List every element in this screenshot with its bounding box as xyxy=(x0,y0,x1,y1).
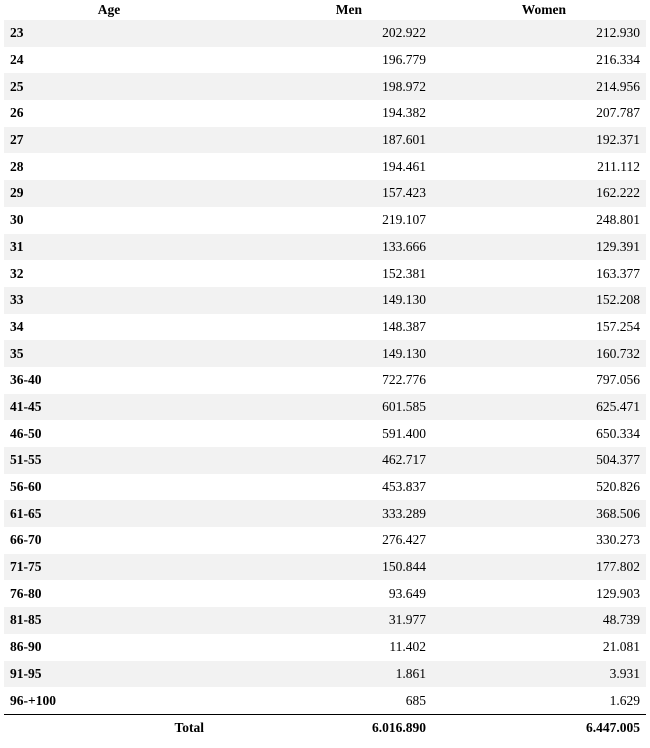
cell-women: 212.930 xyxy=(596,25,640,41)
cell-men: 133.666 xyxy=(382,238,426,254)
table-row xyxy=(4,554,646,581)
table-header xyxy=(4,0,646,20)
header-women: Women xyxy=(521,2,566,17)
cell-age: 71-75 xyxy=(10,559,42,575)
cell-women: 504.377 xyxy=(596,452,640,468)
cell-men: 202.922 xyxy=(382,25,426,41)
cell-women: 192.371 xyxy=(596,132,640,148)
cell-women: 1.629 xyxy=(609,692,640,708)
age-population-table xyxy=(4,0,646,742)
table-row xyxy=(4,127,646,154)
cell-age: 96-+100 xyxy=(10,692,56,708)
cell-men: 149.130 xyxy=(382,345,426,361)
cell-women: 21.081 xyxy=(602,639,640,655)
table-row xyxy=(4,20,646,47)
cell-men: 149.130 xyxy=(382,292,426,308)
table-row xyxy=(4,474,646,501)
cell-men: 333.289 xyxy=(382,505,426,521)
cell-age: 29 xyxy=(10,185,24,201)
cell-men: 591.400 xyxy=(382,425,426,441)
table-row xyxy=(4,73,646,100)
cell-women: 160.732 xyxy=(596,345,640,361)
cell-women: 3.931 xyxy=(609,665,640,681)
cell-women: 216.334 xyxy=(596,52,640,68)
cell-age: 56-60 xyxy=(10,479,42,495)
cell-age: 23 xyxy=(10,25,24,41)
cell-women: 177.802 xyxy=(596,559,640,575)
cell-men: 198.972 xyxy=(382,78,426,94)
cell-age: 91-95 xyxy=(10,665,42,681)
cell-women: 129.903 xyxy=(596,585,640,601)
cell-men: 601.585 xyxy=(382,398,426,414)
cell-age: 24 xyxy=(10,52,24,68)
cell-women: 157.254 xyxy=(596,318,640,334)
cell-women: 625.471 xyxy=(596,398,640,414)
total-label: Total xyxy=(174,720,204,736)
table-row xyxy=(4,180,646,207)
total-row xyxy=(4,714,646,741)
cell-women: 48.739 xyxy=(602,612,640,628)
table-row xyxy=(4,287,646,314)
table-row xyxy=(4,234,646,261)
table-row xyxy=(4,527,646,554)
cell-age: 31 xyxy=(10,238,24,254)
table-row xyxy=(4,500,646,527)
cell-men: 196.779 xyxy=(382,52,426,68)
cell-women: 330.273 xyxy=(596,532,640,548)
cell-women: 207.787 xyxy=(596,105,640,121)
table-row xyxy=(4,634,646,661)
cell-age: 86-90 xyxy=(10,639,42,655)
total-women: 6.447.005 xyxy=(586,720,640,736)
cell-women: 211.112 xyxy=(597,158,640,174)
table-row xyxy=(4,447,646,474)
cell-men: 194.461 xyxy=(382,158,426,174)
cell-men: 453.837 xyxy=(382,479,426,495)
cell-age: 33 xyxy=(10,292,24,308)
table-body xyxy=(4,20,646,714)
header-row xyxy=(4,0,646,20)
cell-men: 276.427 xyxy=(382,532,426,548)
cell-age: 30 xyxy=(10,212,24,228)
cell-age: 76-80 xyxy=(10,585,42,601)
cell-men: 11.402 xyxy=(389,639,426,655)
table-row xyxy=(4,153,646,180)
header-age: Age xyxy=(97,2,121,17)
cell-men: 148.387 xyxy=(382,318,426,334)
cell-men: 31.977 xyxy=(388,612,426,628)
cell-men: 219.107 xyxy=(382,212,426,228)
cell-age: 46-50 xyxy=(10,425,42,441)
table-row xyxy=(4,100,646,127)
cell-age: 32 xyxy=(10,265,24,281)
table-row xyxy=(4,260,646,287)
table-row xyxy=(4,607,646,634)
cell-men: 150.844 xyxy=(382,559,426,575)
cell-age: 27 xyxy=(10,132,24,148)
cell-women: 162.222 xyxy=(596,185,640,201)
cell-women: 248.801 xyxy=(596,212,640,228)
cell-women: 129.391 xyxy=(596,238,640,254)
cell-women: 214.956 xyxy=(596,78,640,94)
cell-women: 152.208 xyxy=(596,292,640,308)
cell-age: 66-70 xyxy=(10,532,42,548)
table-row xyxy=(4,47,646,74)
cell-men: 187.601 xyxy=(382,132,426,148)
cell-age: 41-45 xyxy=(10,398,42,414)
table-row xyxy=(4,314,646,341)
table-footer xyxy=(4,714,646,741)
cell-age: 36-40 xyxy=(10,372,42,388)
table-row xyxy=(4,367,646,394)
cell-women: 650.334 xyxy=(596,425,640,441)
cell-age: 35 xyxy=(10,345,24,361)
cell-age: 28 xyxy=(10,158,24,174)
cell-men: 194.382 xyxy=(382,105,426,121)
table-row xyxy=(4,394,646,421)
cell-age: 61-65 xyxy=(10,505,42,521)
cell-women: 520.826 xyxy=(596,479,640,495)
total-men: 6.016.890 xyxy=(372,720,426,736)
cell-men: 93.649 xyxy=(388,585,426,601)
table-row xyxy=(4,207,646,234)
cell-age: 51-55 xyxy=(10,452,42,468)
header-men: Men xyxy=(335,2,362,17)
cell-age: 25 xyxy=(10,78,24,94)
cell-age: 81-85 xyxy=(10,612,42,628)
cell-men: 152.381 xyxy=(382,265,426,281)
cell-men: 462.717 xyxy=(382,452,426,468)
cell-men: 157.423 xyxy=(382,185,426,201)
cell-men: 722.776 xyxy=(382,372,426,388)
cell-women: 797.056 xyxy=(596,372,640,388)
table-row xyxy=(4,661,646,688)
table-row xyxy=(4,420,646,447)
table-row xyxy=(4,580,646,607)
table-row xyxy=(4,687,646,714)
cell-age: 34 xyxy=(10,318,24,334)
cell-age: 26 xyxy=(10,105,24,121)
cell-men: 685 xyxy=(405,692,426,708)
cell-women: 368.506 xyxy=(596,505,640,521)
cell-women: 163.377 xyxy=(596,265,640,281)
table-row xyxy=(4,340,646,367)
cell-men: 1.861 xyxy=(395,665,426,681)
